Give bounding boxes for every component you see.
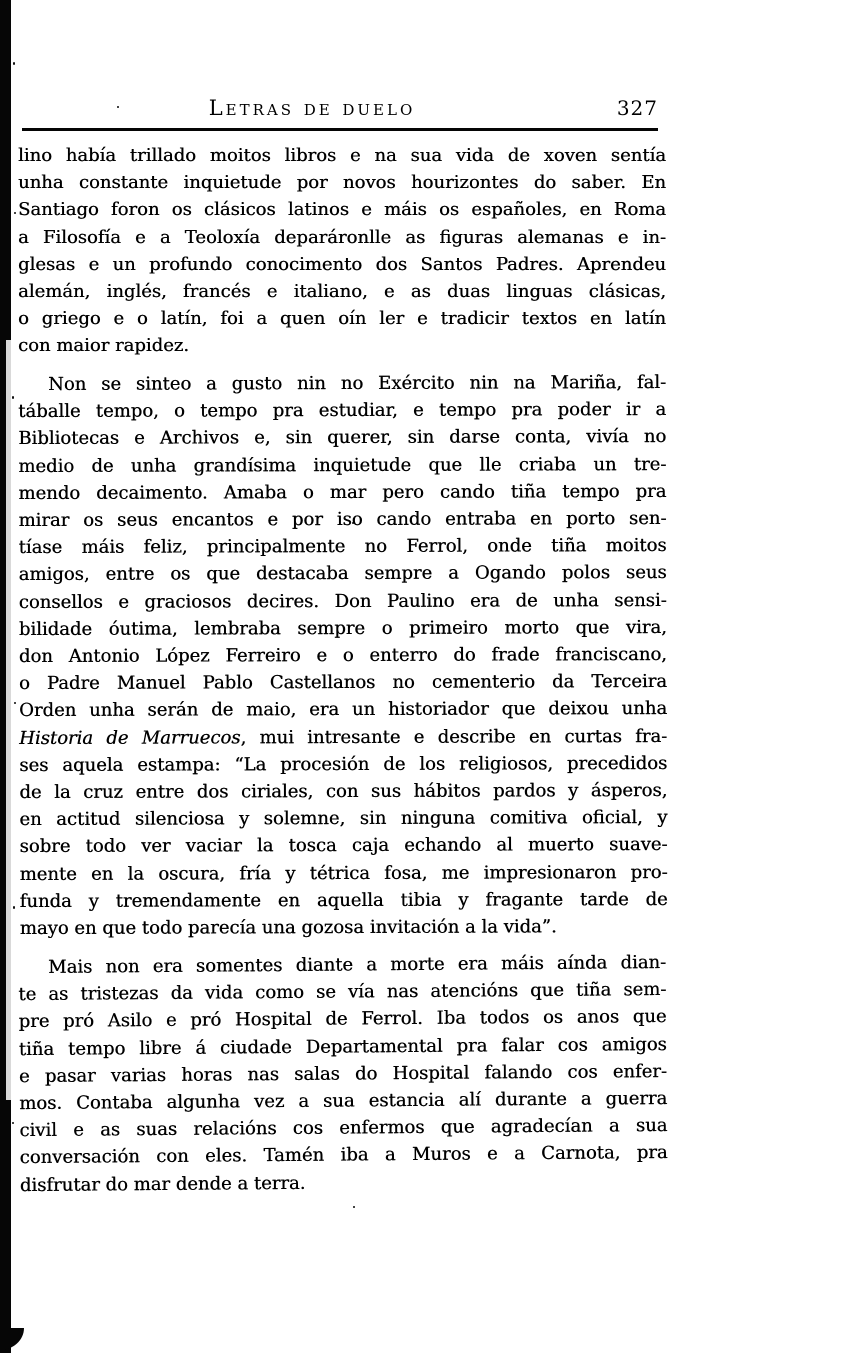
text-line: bilidade óutima, lembraba sempre o primeiro morto que vira, (18, 616, 667, 640)
paragraph (18, 949, 668, 1199)
scan-speck (353, 1206, 355, 1208)
scan-speck (12, 1122, 14, 1124)
text-line: Mais non era somentes diante a morte era máis aínda dian- (48, 951, 667, 978)
text-line: de la cruz entre dos ciriales, con sus hábitos pardos y ásperos, (19, 779, 668, 803)
text-line: civil e as suas relacións cos enfermos que agradecían a sua (19, 1115, 668, 1142)
text-line: en actitud silenciosa y solemne, sin ninguna comitiva oficial, y (19, 806, 668, 830)
running-title: Letras de duelo (208, 96, 416, 120)
text-line: táballe tempo, o tempo pra estudiar, e tempo pra poder ir a (18, 398, 667, 422)
text-line: con maior rapidez. (18, 335, 189, 357)
paragraph (18, 369, 668, 942)
text-line: alemán, inglés, francés e italiano, e as duas linguas clásicas, (18, 281, 666, 303)
text-line: ses aquela estampa: “La procesión de los religiosos, precedidos (19, 752, 668, 776)
page-number: 327 (616, 96, 658, 120)
header-rule (22, 128, 658, 131)
text-line: o griego e o latín, foi a quen oín ler e tradicir textos en latín (18, 308, 666, 330)
text-line: mayo en que todo parecía una gozosa invitación a la vida”. (19, 916, 557, 939)
text-line: Santiago foron os clásicos latinos e máis os españoles, en Roma (18, 199, 666, 221)
text-line: a Filosofía e a Teoloxía deparáronlle as figuras alemanas e in- (18, 226, 666, 248)
text-line: te as tristezas da vida como se vía nas atencións que tiña sem- (18, 979, 667, 1006)
text-segment: , mui intresante e describe en curtas fra- (240, 725, 668, 748)
text-line: Non se sinteo a gusto nin no Exército nin na Mariña, fal- (48, 371, 667, 395)
text-line: o Padre Manuel Pablo Castellanos no cementerio da Terceira (18, 670, 668, 694)
text-line: disfrutar do mar dende a terra. (19, 1172, 306, 1196)
scan-gutter-bar-taper (6, 340, 11, 1100)
text-line: don Antonio López Ferreiro e o enterro do frade franciscano, (18, 643, 667, 667)
page-header (18, 96, 666, 126)
text-line: funda y tremendamente en aquella tibia y fragante tarde de (19, 888, 668, 912)
scan-speck (14, 702, 16, 704)
paragraph (18, 142, 666, 360)
text-line: unha constante inquietude por novos hourizontes do saber. En (18, 172, 666, 194)
text-line: mos. Contaba algunha vez a sua estancia alí durante a guerra (19, 1087, 668, 1114)
italic-text-segment: Historia de Marruecos (19, 726, 241, 749)
text-line: lino había trillado moitos libros e na sua vida de xoven sentía (18, 145, 666, 166)
body-text (18, 142, 666, 1194)
text-line: medio de unha grandísima inquietude que lle criaba un tre- (18, 453, 667, 477)
scan-speck (14, 212, 16, 214)
text-line: conversación con eles. Tamén iba a Muros e a Carnota, pra (19, 1142, 668, 1169)
scan-gutter-bar-foot (0, 1328, 24, 1350)
scan-speck (13, 62, 15, 65)
text-line: Orden unha serán de maio, era un historiador que deixou unha (19, 698, 668, 722)
text-line: amigos, entre os que destacaba sempre a Ogando polos seus (18, 562, 667, 586)
scan-speck (12, 396, 14, 399)
text-line: Bibliotecas e Archivos e, sin querer, sin darse conta, vivía no (18, 426, 667, 450)
text-line: consellos e graciosos decires. Don Paulino era de unha sensi- (18, 589, 667, 613)
text-line: sobre todo ver vaciar la tosca caja echando al muerto suave- (19, 834, 668, 858)
text-line: mirar os seus encantos e por iso cando entraba en porto sen- (18, 507, 667, 531)
text-line: glesas e un profundo conocimento dos Santos Padres. Aprendeu (18, 253, 666, 275)
text-line: pre pró Asilo e pró Hospital de Ferrol. Iba todos os anos que (18, 1006, 667, 1033)
text-line (19, 722, 667, 751)
text-line: tiña tempo libre á ciudade Departamental pra falar cos amigos (18, 1033, 667, 1060)
scan-speck (13, 906, 15, 909)
text-line: mente en la oscura, fría y tétrica fosa, me impresionaron pro- (19, 861, 668, 885)
text-line: tíase máis feliz, principalmente no Ferrol, onde tiña moitos (18, 534, 667, 558)
text-line: mendo decaimento. Amaba o mar pero cando tiña tempo pra (18, 480, 667, 504)
text-line: e pasar varias horas nas salas do Hospital falando cos enfer- (18, 1060, 668, 1087)
